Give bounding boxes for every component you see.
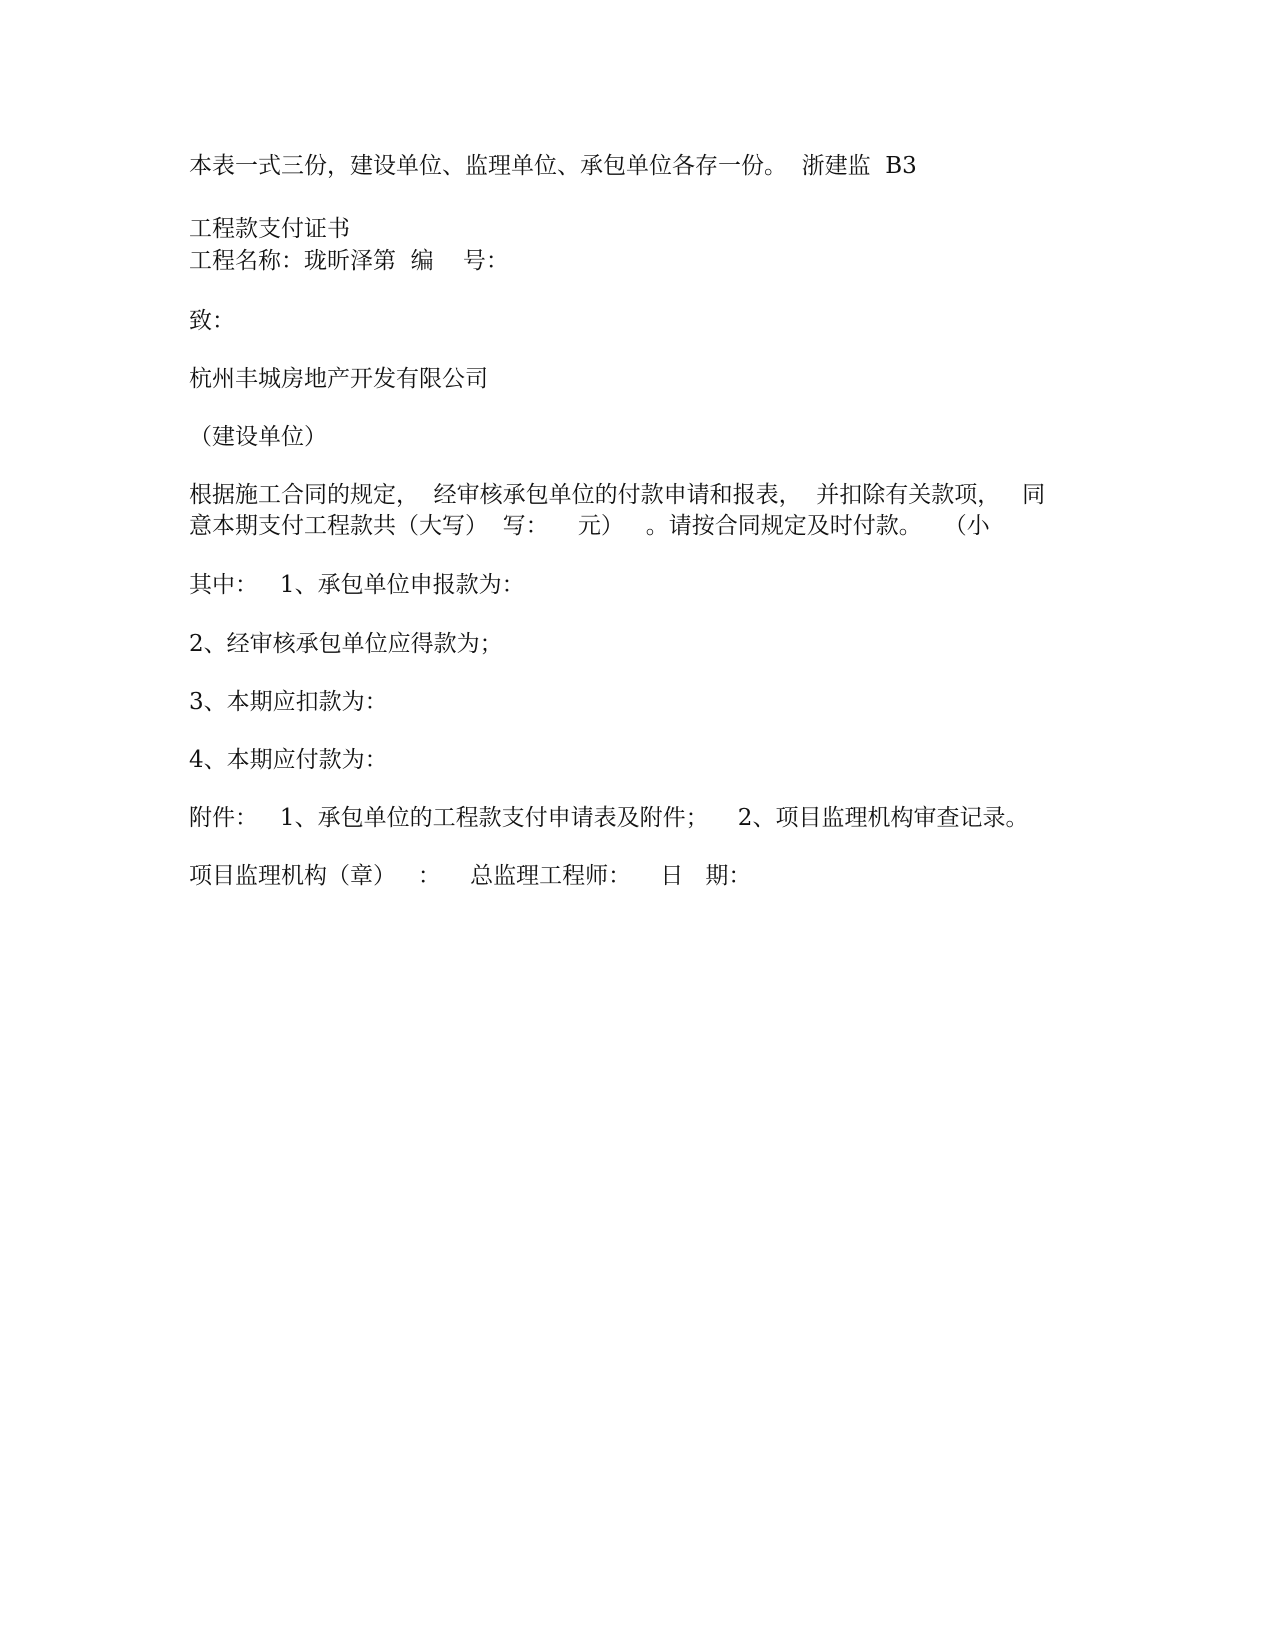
addressee-role: （建设单位） [189,424,327,450]
payment-item-1: 其中： 1、承包单位申报款为： [189,572,525,598]
project-name-line: 工程名称：珑昕泽第 编 号： [189,248,509,274]
attachments-line: 附件： 1、承包单位的工程款支付申请表及附件； 2、项目监理机构审查记录。 [189,805,1029,831]
addressee-label: 致： [189,308,235,334]
signature-line: 项目监理机构（章） ： 总监理工程师： 日 期： [189,863,752,889]
payment-item-4: 4、本期应付款为： [189,747,388,773]
body-paragraph-line-1: 根据施工合同的规定， 经审核承包单位的付款申请和报表， 并扣除有关款项， 同 [189,482,1046,508]
document-title: 工程款支付证书 [189,216,350,242]
form-header-note: 本表一式三份，建设单位、监理单位、承包单位各存一份。 浙建监 B3 [189,153,917,179]
addressee-company: 杭州丰城房地产开发有限公司 [189,366,488,392]
payment-item-2: 2、经审核承包单位应得款为； [189,631,503,657]
body-paragraph-line-2: 意本期支付工程款共（大写） 写： 元） 。请按合同规定及时付款。 （小 [189,513,990,539]
payment-item-3: 3、本期应扣款为： [189,689,388,715]
